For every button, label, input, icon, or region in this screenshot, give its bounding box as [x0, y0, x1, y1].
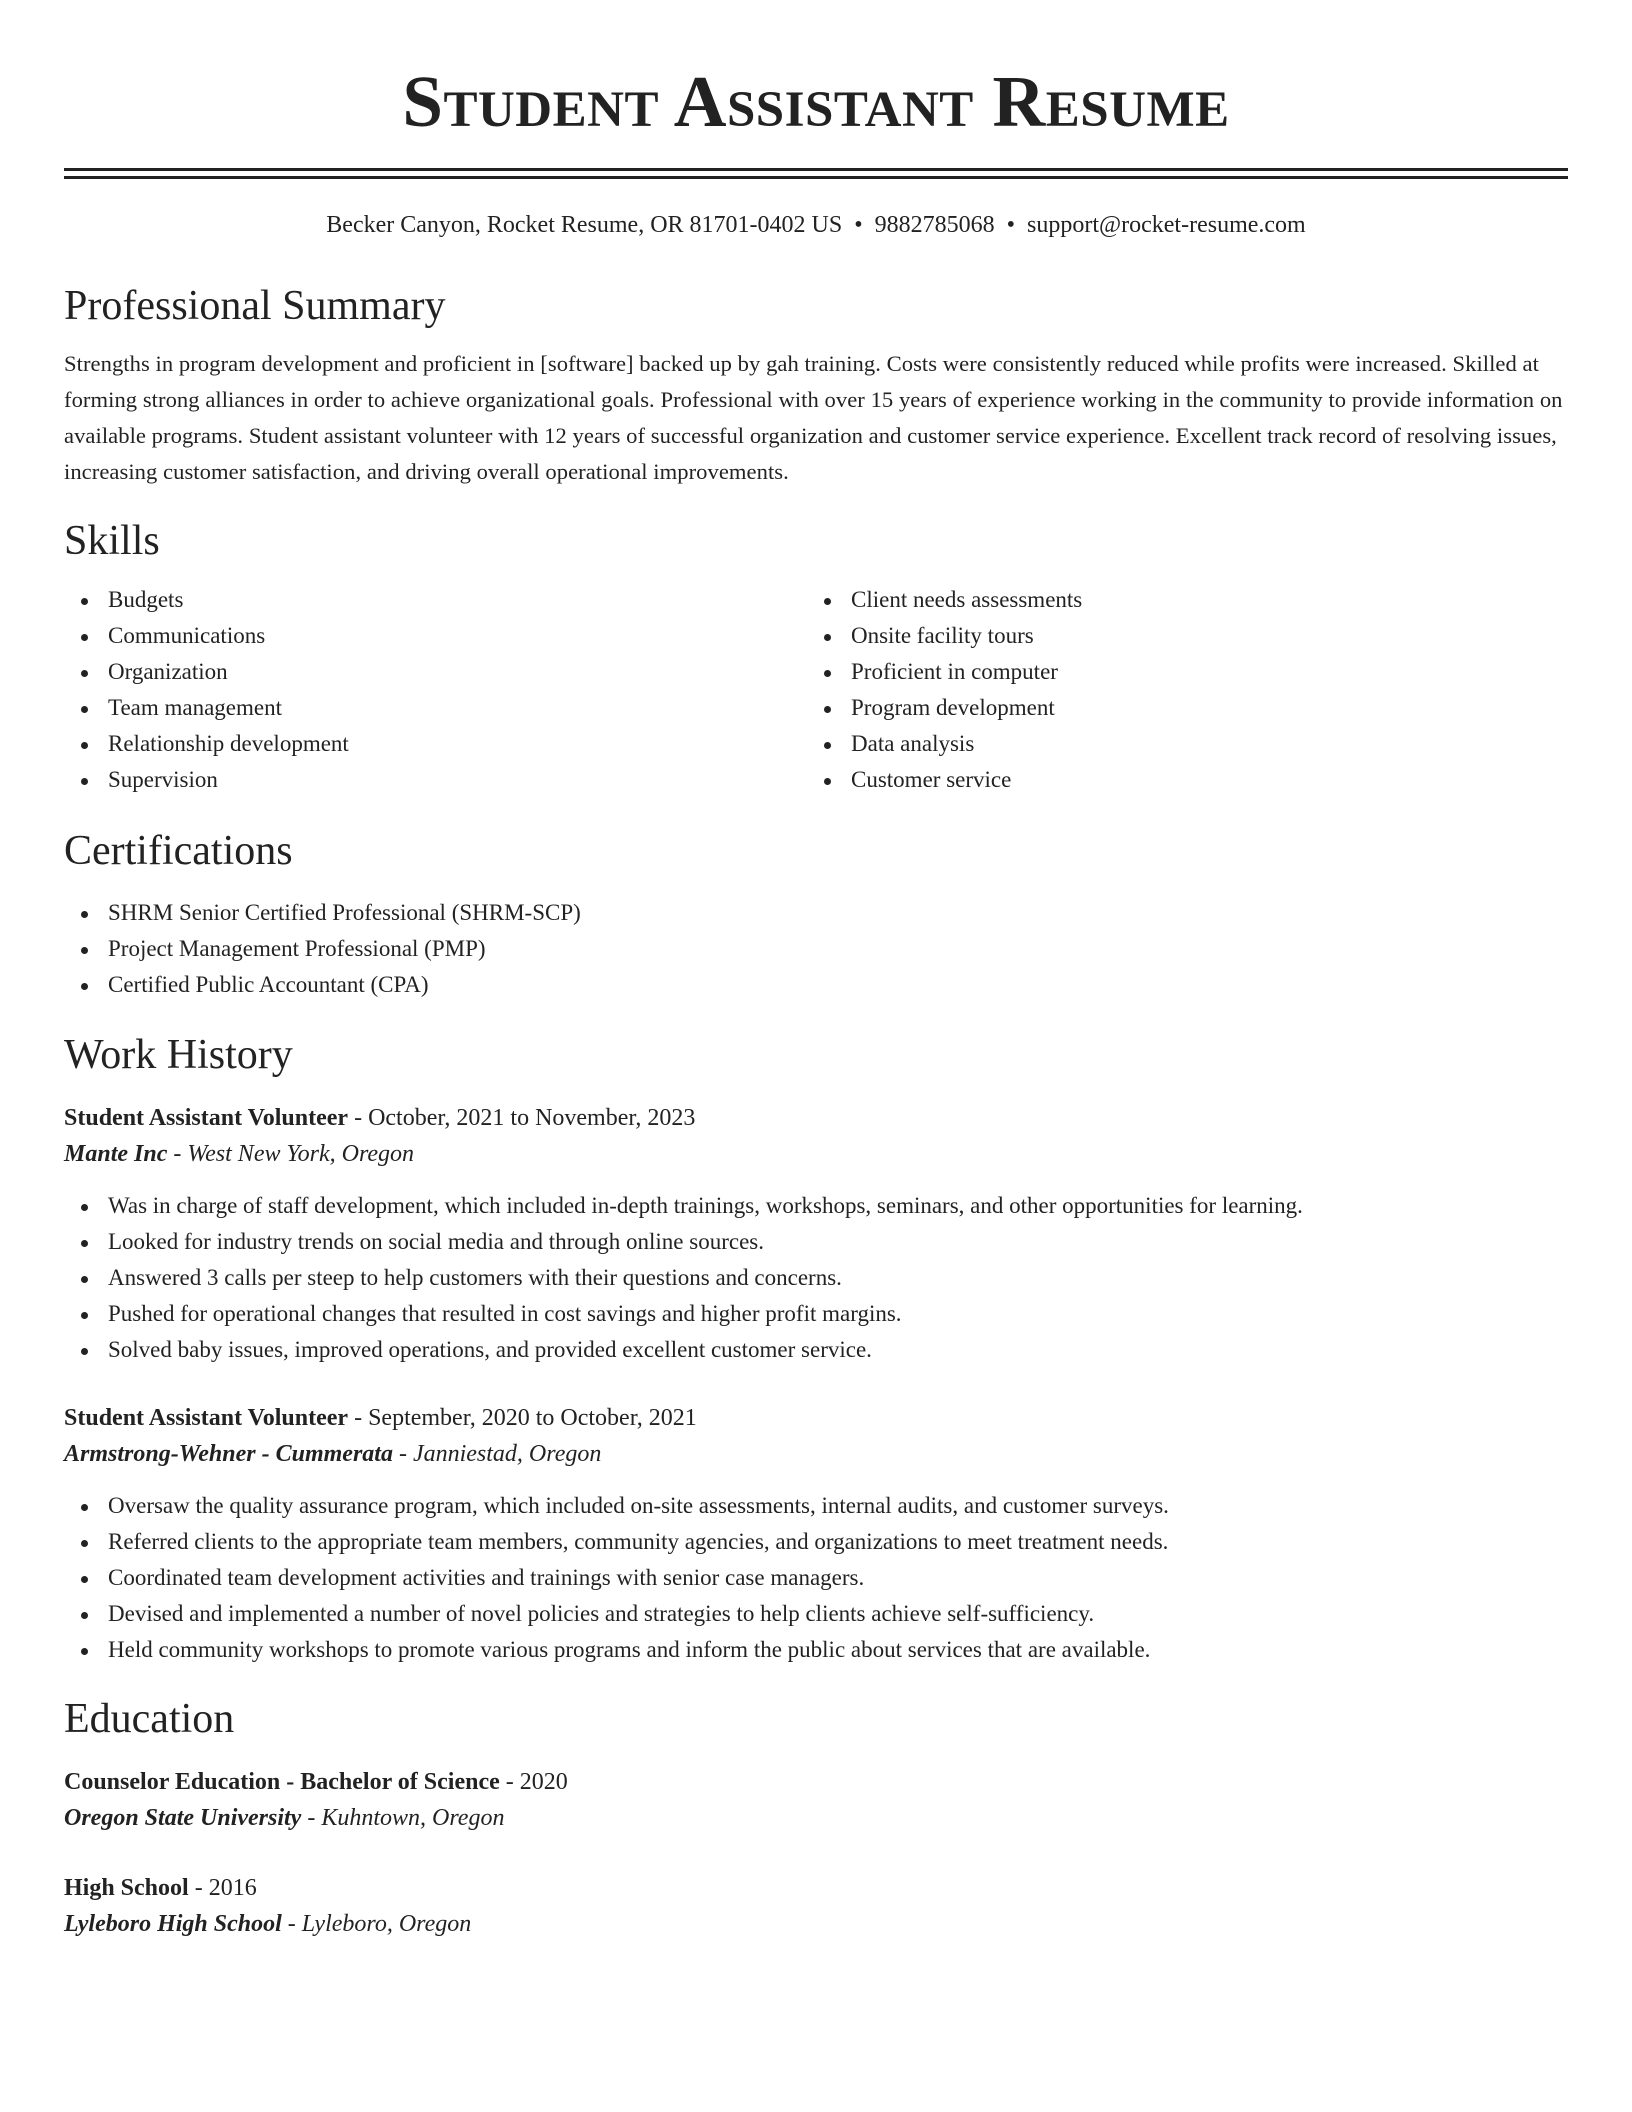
contact-email: support@rocket-resume.com	[1027, 212, 1306, 238]
job-entry	[64, 1400, 1568, 1668]
skill-item: Onsite facility tours	[807, 618, 1550, 654]
graduation-year: 2020	[519, 1769, 568, 1795]
job-bullet: Solved baby issues, improved operations, and provided excellent customer service.	[64, 1332, 1568, 1368]
school-name: Oregon State University	[64, 1805, 302, 1831]
education-entry	[64, 1870, 1568, 1942]
summary-text: Strengths in program development and proficient in [software] backed up by gah training. Costs were consistently reduced while profits were increased. Skilled at forming strong alliances in order to achieve organizational goals. Professional with over 15 years of experience working in the community to provide information on available programs. Student assistant volunteer with 12 years of successful organization and customer service experience. Excellent track record of resolving issues, increasing customer satisfaction, and driving overall operational improvements.	[64, 351, 1563, 484]
skill-item: Communications	[64, 618, 807, 654]
job-company-line	[64, 1136, 1568, 1172]
job-title-line	[64, 1100, 1568, 1136]
skills-grid	[64, 582, 1568, 798]
contact-address: Becker Canyon, Rocket Resume, OR 81701-0402 US	[326, 212, 843, 238]
job-entry	[64, 1100, 1568, 1368]
school-name: Lyleboro High School	[64, 1911, 282, 1937]
job-location: West New York, Oregon	[187, 1141, 415, 1167]
degree: High School	[64, 1875, 189, 1901]
skills-list-right	[807, 582, 1550, 798]
skill-item: Proficient in computer	[807, 654, 1550, 690]
contact-separator: •	[1006, 212, 1016, 238]
job-bullet: Held community workshops to promote various programs and inform the public about services that are available.	[64, 1632, 1568, 1668]
job-bullet: Was in charge of staff development, which included in-depth trainings, workshops, seminars, and other opportunities for learning.	[64, 1188, 1568, 1224]
skill-item: Relationship development	[64, 726, 807, 762]
job-company: Mante Inc	[64, 1141, 168, 1167]
skill-item: Data analysis	[807, 726, 1550, 762]
job-dates: October, 2021 to November, 2023	[368, 1105, 696, 1131]
job-bullets	[64, 1188, 1568, 1368]
job-dates: September, 2020 to October, 2021	[368, 1405, 697, 1431]
work-history-heading: Work History	[64, 1032, 293, 1078]
job-title: Student Assistant Volunteer	[64, 1405, 349, 1431]
dash: -	[348, 1405, 369, 1431]
dash: -	[499, 1769, 520, 1795]
degree-line	[64, 1870, 1568, 1906]
graduation-year: 2016	[208, 1875, 257, 1901]
job-location: Janniestad, Oregon	[412, 1441, 602, 1467]
skills-list-left	[64, 582, 807, 798]
job-bullets	[64, 1488, 1568, 1668]
job-bullet: Coordinated team development activities and trainings with senior case managers.	[64, 1560, 1568, 1596]
certification-item: SHRM Senior Certified Professional (SHRM-SCP)	[64, 895, 1568, 931]
school-line	[64, 1906, 1568, 1942]
skills-column-right	[807, 582, 1550, 798]
skill-item: Budgets	[64, 582, 807, 618]
contact-phone: 9882785068	[874, 212, 995, 238]
contact-separator: •	[854, 212, 863, 238]
dash: -	[167, 1141, 188, 1167]
dash: -	[281, 1911, 302, 1937]
page-title: Student Assistant Resume	[402, 61, 1230, 142]
dash: -	[301, 1805, 322, 1831]
skill-item: Organization	[64, 654, 807, 690]
degree-line	[64, 1764, 1568, 1800]
summary-heading: Professional Summary	[64, 283, 446, 329]
job-bullet: Referred clients to the appropriate team members, community agencies, and organizations to meet treatment needs.	[64, 1524, 1568, 1560]
skill-item: Program development	[807, 690, 1550, 726]
dash: -	[392, 1441, 413, 1467]
job-company: Armstrong-Wehner - Cummerata	[64, 1441, 393, 1467]
job-company-line	[64, 1436, 1568, 1472]
certifications-list	[64, 895, 1568, 1003]
skill-item: Client needs assessments	[807, 582, 1550, 618]
job-bullet: Looked for industry trends on social media and through online sources.	[64, 1224, 1568, 1260]
skill-item: Customer service	[807, 762, 1550, 798]
certifications-heading: Certifications	[64, 828, 293, 874]
school-line	[64, 1800, 1568, 1836]
skills-column-left	[64, 582, 807, 798]
job-title: Student Assistant Volunteer	[64, 1105, 349, 1131]
degree: Counselor Education - Bachelor of Science	[64, 1769, 500, 1795]
job-bullet: Answered 3 calls per steep to help customers with their questions and concerns.	[64, 1260, 1568, 1296]
skill-item: Supervision	[64, 762, 807, 798]
skills-heading: Skills	[64, 518, 160, 564]
certification-item: Certified Public Accountant (CPA)	[64, 967, 1568, 1003]
job-bullet: Pushed for operational changes that resulted in cost savings and higher profit margins.	[64, 1296, 1568, 1332]
education-entry	[64, 1764, 1568, 1836]
job-bullet: Devised and implemented a number of novel policies and strategies to help clients achieve self-sufficiency.	[64, 1596, 1568, 1632]
dash: -	[348, 1105, 369, 1131]
certification-item: Project Management Professional (PMP)	[64, 931, 1568, 967]
dash: -	[188, 1875, 209, 1901]
job-bullet: Oversaw the quality assurance program, which included on-site assessments, internal audits, and customer surveys.	[64, 1488, 1568, 1524]
school-location: Kuhntown, Oregon	[321, 1805, 505, 1831]
contact-line	[64, 209, 1568, 241]
job-title-line	[64, 1400, 1568, 1436]
school-location: Lyleboro, Oregon	[301, 1911, 472, 1937]
education-heading: Education	[64, 1696, 235, 1742]
title-divider	[64, 168, 1568, 179]
skill-item: Team management	[64, 690, 807, 726]
